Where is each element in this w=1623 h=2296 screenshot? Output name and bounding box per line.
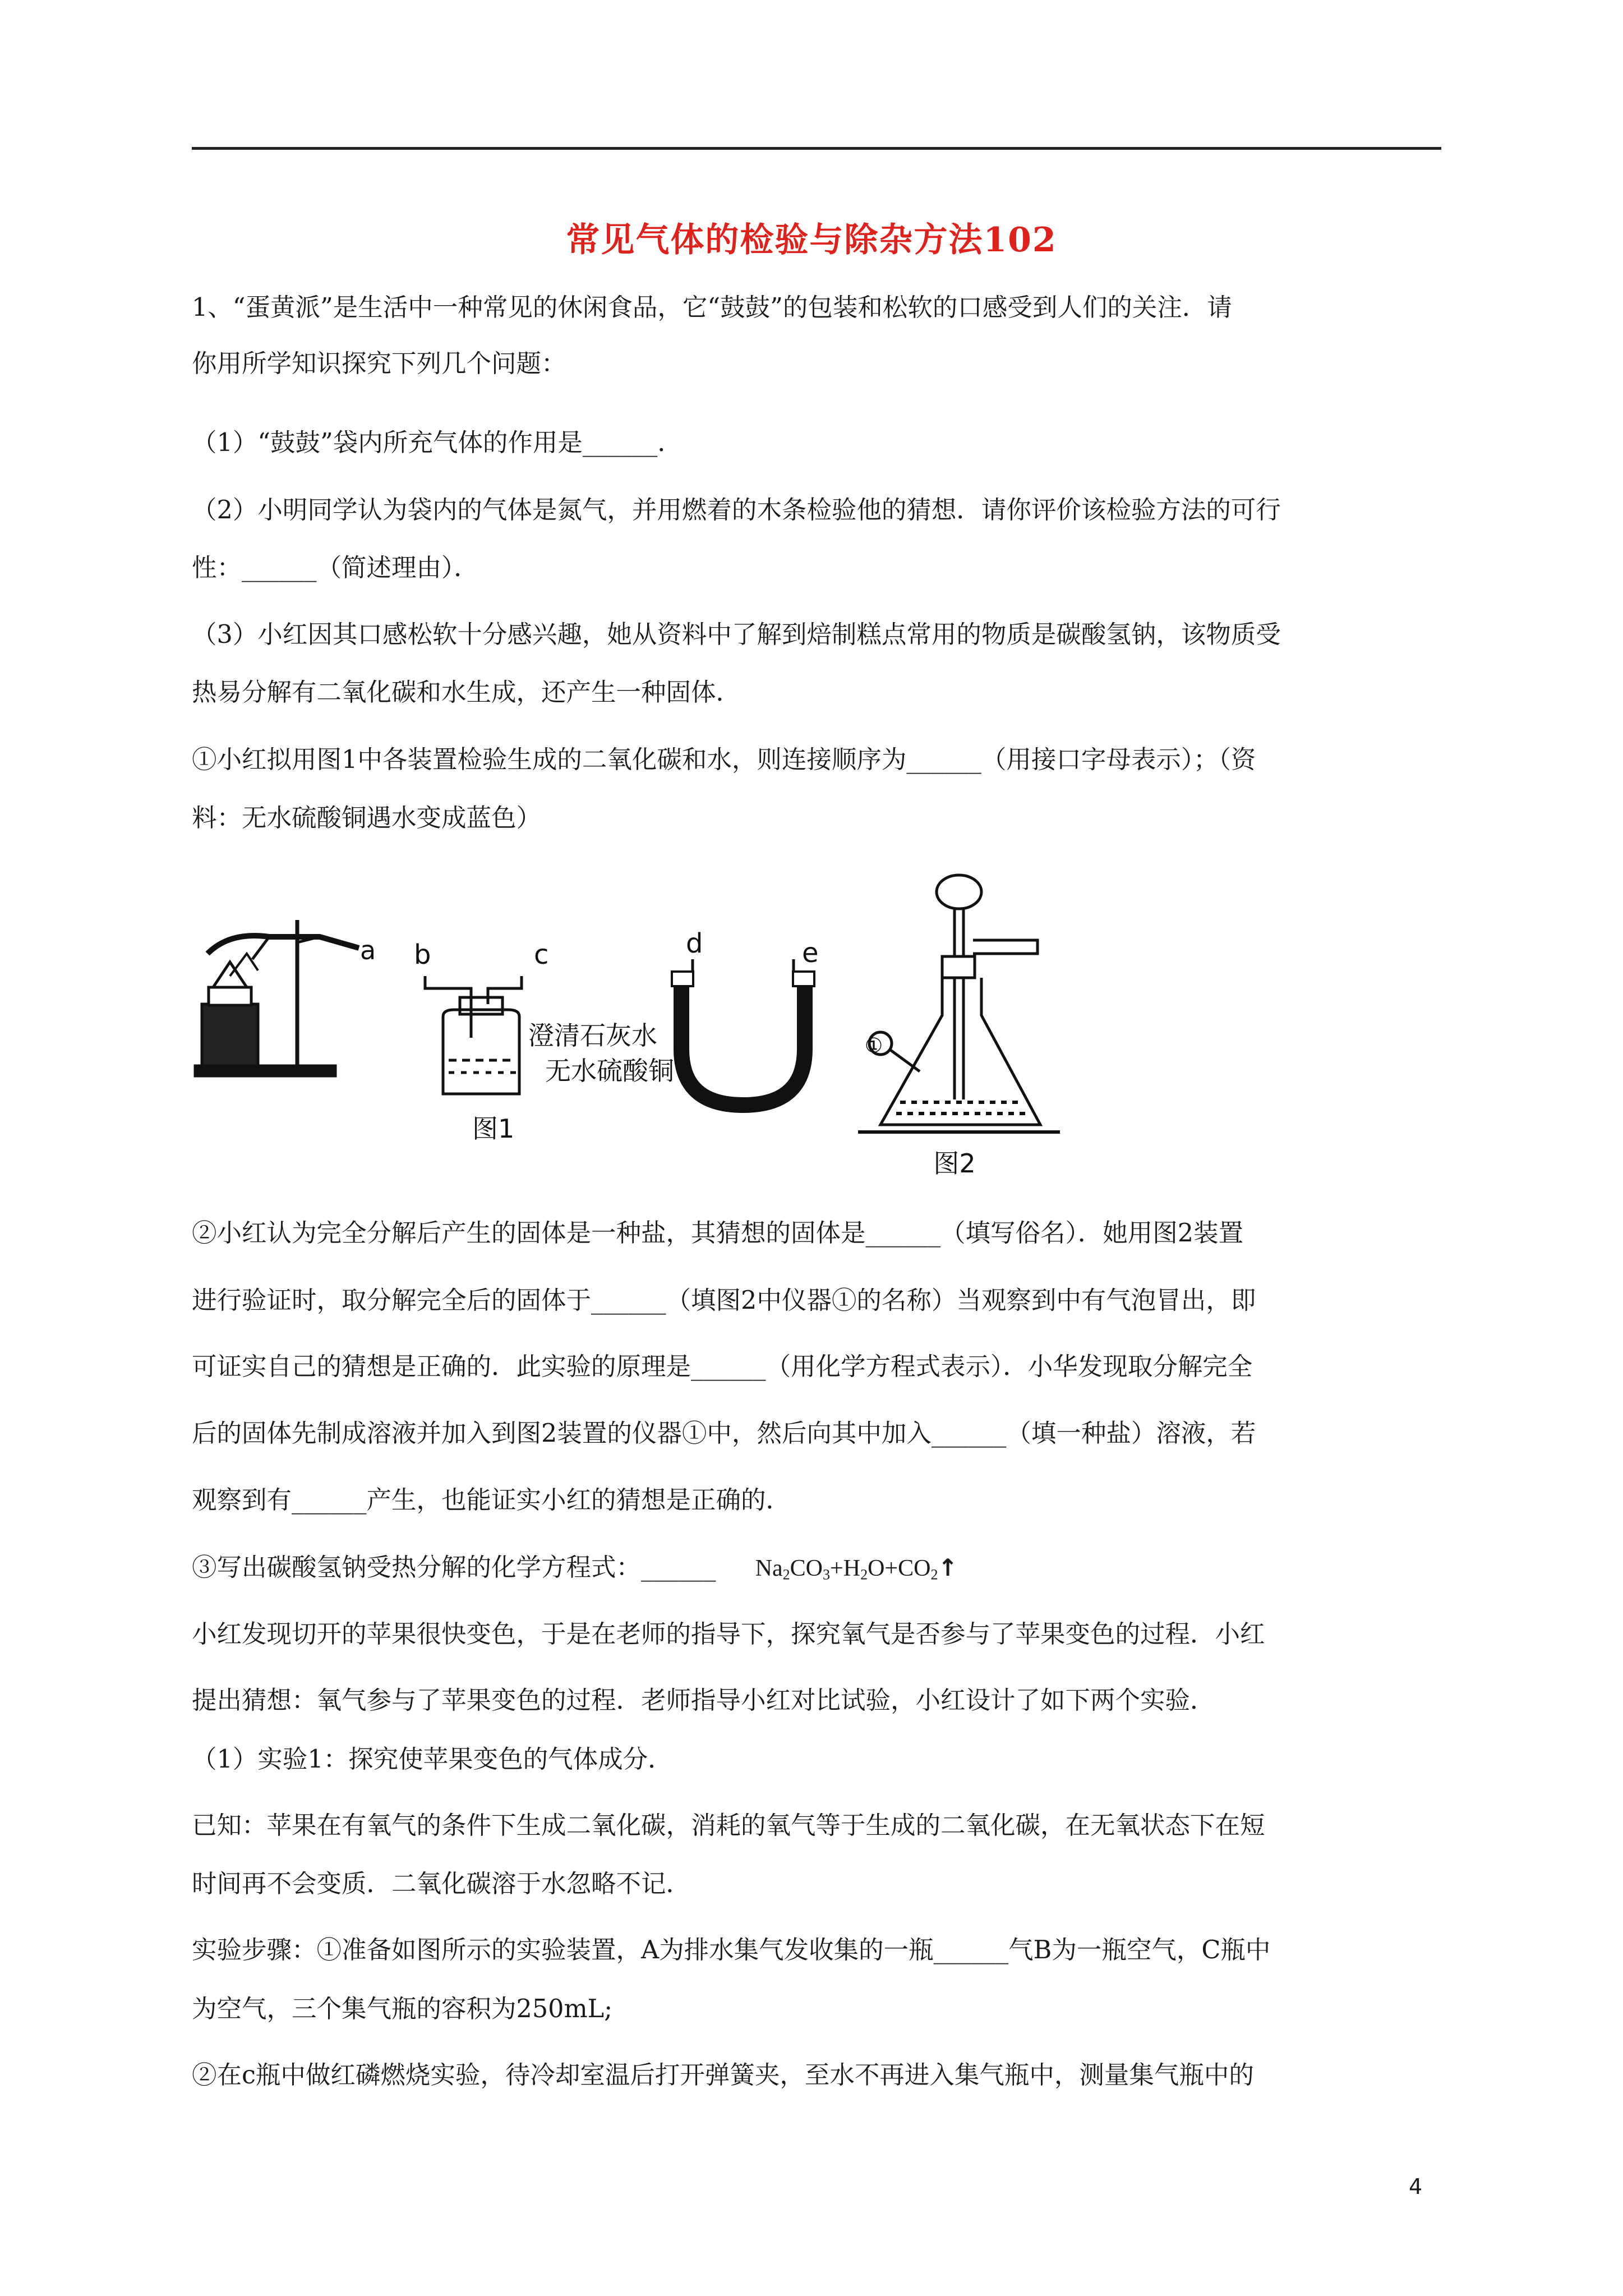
fig-label-c: c — [534, 939, 549, 970]
equation-text: $Na_2CO_3+H_2O+CO_2↑$ — [755, 1554, 958, 1583]
text-line: 时间再不会变质．二氧化碳溶于水忽略不记． — [192, 1870, 691, 1898]
fig1-caption: 图1 — [472, 1114, 515, 1144]
fig-label-limewater: 澄清石灰水 — [528, 1020, 657, 1051]
text-line: 后的固体先制成溶液并加入到图2装置的仪器①中，然后向其中加入______（填一种盐）溶液，若 — [192, 1419, 1256, 1448]
text-line: 实验步骤：①准备如图所示的实验装置，A为排水集气发收集的一瓶______气B为一瓶空气，C瓶中 — [192, 1936, 1271, 1964]
page-title: 常见气体的检验与除杂方法102 — [566, 220, 1057, 260]
fig-label-b: b — [414, 939, 431, 970]
fig2-caption: 图2 — [933, 1148, 976, 1179]
wash-bottle — [414, 939, 548, 1094]
apparatus-figure — [185, 869, 1105, 1184]
text-line: 你用所学知识探究下列几个问题： — [192, 349, 566, 378]
text-line: 1、“蛋黄派”是生活中一种常见的休闲食品，它“鼓鼓”的包装和松软的口感受到人们的关注．请 — [192, 293, 1232, 322]
text-line: 观察到有______产生，也能证实小红的猜想是正确的． — [192, 1486, 791, 1515]
text-line: 性：______（简述理由）． — [192, 554, 479, 582]
text-line: 料：无水硫酸铜遇水变成蓝色） — [192, 804, 542, 832]
circle-one-label: ① — [864, 1034, 883, 1057]
text-line: 为空气，三个集气瓶的容积为250mL; — [192, 1995, 613, 2023]
equation-line — [192, 1547, 958, 1584]
fig-label-d: d — [686, 928, 703, 959]
text-line: （2）小明同学认为袋内的气体是氮气，并用燃着的木条检验他的猜想．请你评价该检验方法的可行 — [192, 496, 1281, 524]
text-line: ①小红拟用图1中各装置检验生成的二氧化碳和水，则连接顺序为______（用接口字母表示）；（资 — [192, 746, 1256, 774]
text-line: 已知：苹果在有氧气的条件下生成二氧化碳，消耗的氧气等于生成的二氧化碳，在无氧状态下在短 — [192, 1811, 1265, 1840]
text-line: 可证实自己的猜想是正确的．此实验的原理是______（用化学方程式表示）．小华发现取分解完全 — [192, 1352, 1253, 1381]
text-line: 热易分解有二氧化碳和水生成，还产生一种固体． — [192, 678, 741, 707]
text-line: 提出猜想：氧气参与了苹果变色的过程．老师指导小红对比试验，小红设计了如下两个实验． — [192, 1686, 1215, 1715]
fig-label-cuso4: 无水硫酸铜 — [545, 1056, 674, 1086]
heating-apparatus — [195, 920, 359, 1076]
text-line: ②小红认为完全分解后产生的固体是一种盐，其猜想的固体是______（填写俗名）．她用图2装置 — [192, 1219, 1244, 1248]
text-line: ②在c瓶中做红磷燃烧实验，待冷却室温后打开弹簧夹，至水不再进入集气瓶中，测量集气瓶中的 — [192, 2061, 1254, 2090]
fig-label-e: e — [802, 937, 819, 969]
text-line: （1）“鼓鼓”袋内所充气体的作用是______． — [192, 429, 683, 457]
text-line: （1）实验1：探究使苹果变色的气体成分． — [192, 1745, 673, 1774]
equation-prompt: ③写出碳酸氢钠受热分解的化学方程式：______ — [192, 1553, 716, 1582]
fig-label-a: a — [360, 935, 376, 965]
header-rule — [192, 147, 1441, 150]
u-tube — [672, 928, 819, 1105]
text-line: 进行验证时，取分解完全后的固体于______（填图2中仪器①的名称）当观察到中有气泡冒出，即 — [192, 1286, 1256, 1315]
gas-arrow: ↑ — [938, 1554, 958, 1581]
conical-flask — [858, 875, 1060, 1132]
text-line: 小红发现切开的苹果很快变色，于是在老师的指导下，探究氧气是否参与了苹果变色的过程．小红 — [192, 1620, 1265, 1649]
page-number: 4 — [1409, 2174, 1423, 2199]
text-line: （3）小红因其口感松软十分感兴趣，她从资料中了解到焙制糕点常用的物质是碳酸氢钠，该物质受 — [192, 620, 1281, 649]
